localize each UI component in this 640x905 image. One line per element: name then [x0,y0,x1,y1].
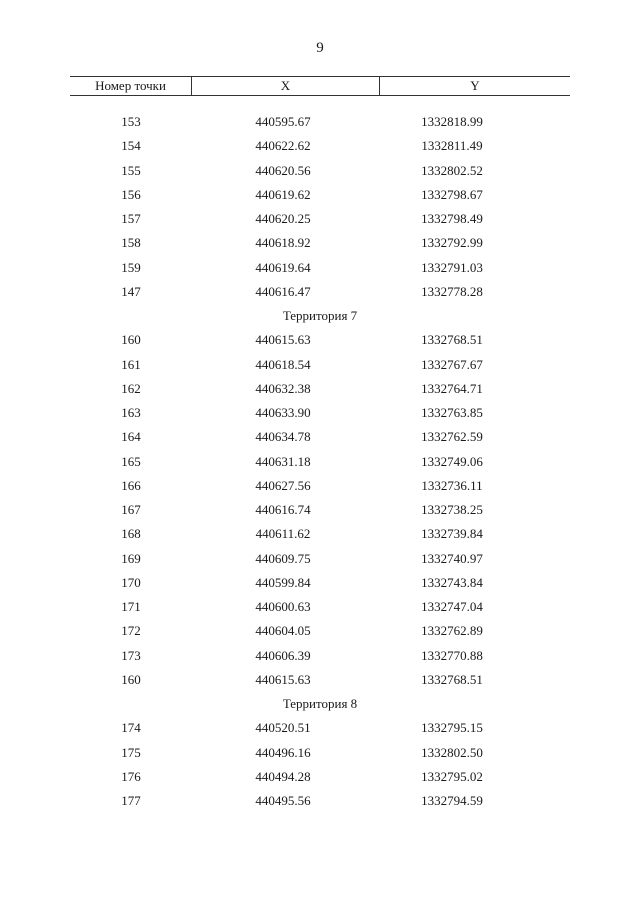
point-number-cell: 165 [121,453,141,469]
y-cell: 1332811.49 [421,138,483,154]
y-cell: 1332736.11 [421,477,483,493]
point-number-cell: 162 [121,380,141,396]
table-row [0,425,640,449]
point-number-cell: 172 [121,623,141,639]
y-cell: 1332739.84 [421,526,483,542]
y-cell: 1332749.06 [421,453,483,469]
point-number-cell: 156 [121,186,141,202]
x-cell: 440627.56 [255,477,311,493]
x-cell: 440616.74 [255,502,311,517]
point-number-cell: 153 [121,114,141,129]
point-number-cell: 170 [121,574,141,590]
table-row [0,183,640,207]
point-number-cell: 159 [121,259,141,275]
y-cell: 1332818.99 [421,114,483,129]
x-cell: 440611.62 [255,526,311,542]
table-header [70,76,570,96]
y-cell: 1332768.51 [421,671,483,687]
y-cell: 1332798.67 [421,186,483,202]
table-body [0,110,640,813]
point-number-cell: 158 [121,235,141,251]
point-number-cell: 147 [121,283,141,299]
point-number-cell: 173 [121,647,141,663]
y-cell: 1332798.49 [421,211,483,226]
x-cell: 440622.62 [255,138,311,154]
x-cell: 440520.51 [255,720,311,736]
point-number-cell: 160 [121,671,141,687]
x-cell: 440634.78 [255,429,311,445]
x-cell: 440600.63 [255,599,311,614]
header-point-number: Номер точки [70,77,192,95]
header-x: X [192,77,380,95]
y-cell: 1332768.51 [421,332,483,348]
point-number-cell: 177 [121,793,141,808]
header-y: Y [470,78,480,93]
y-cell: 1332743.84 [421,574,483,590]
y-cell: 1332802.52 [421,162,483,178]
y-cell: 1332795.15 [421,720,483,736]
y-cell: 1332791.03 [421,259,483,275]
table-row [0,377,640,401]
y-cell: 1332762.89 [421,623,483,639]
table-row [0,256,640,280]
table-row [0,595,640,619]
point-number-cell: 163 [121,405,141,420]
x-cell: 440496.16 [255,744,311,760]
point-number-cell: 155 [121,162,141,178]
point-number-cell: 161 [121,356,141,372]
point-number-cell: 167 [121,502,141,517]
table-row [0,207,640,231]
x-cell: 440631.18 [255,453,311,469]
table-row [0,741,640,765]
y-cell: 1332770.88 [421,647,483,663]
y-cell: 1332740.97 [421,550,483,566]
y-cell: 1332802.50 [421,744,483,760]
table-row [0,450,640,474]
x-cell: 440619.62 [255,186,311,202]
table-row [0,134,640,158]
table-row [0,401,640,425]
x-cell: 440618.92 [255,235,311,251]
x-cell: 440615.63 [255,332,311,348]
x-cell: 440620.56 [255,162,311,178]
point-number-cell: 176 [121,768,141,784]
x-cell: 440633.90 [255,405,311,420]
point-number-cell: 157 [121,211,141,226]
point-number-cell: 168 [121,526,141,542]
y-cell: 1332795.02 [421,768,483,784]
y-cell: 1332738.25 [421,502,483,517]
y-cell: 1332747.04 [421,599,483,614]
x-cell: 440632.38 [255,380,311,396]
table-row [0,668,640,692]
table-row [0,353,640,377]
table-row [0,716,640,740]
point-number-cell: 160 [121,332,141,348]
section-title: Территория 7 [282,308,358,323]
table-row [0,110,640,134]
point-number-cell: 169 [121,550,141,566]
x-cell: 440494.28 [255,768,311,784]
x-cell: 440618.54 [255,356,311,372]
point-number-cell: 166 [121,477,141,493]
table-row [0,522,640,546]
x-cell: 440606.39 [255,647,311,663]
table-row [0,765,640,789]
page-number: 9 [316,40,324,56]
table-row [0,644,640,668]
table-row [0,619,640,643]
table-row [0,280,640,304]
x-cell: 440495.56 [255,793,311,808]
point-number-cell: 171 [121,599,141,614]
table-row [0,571,640,595]
y-cell: 1332764.71 [421,380,483,396]
x-cell: 440615.63 [255,671,311,687]
section-title: Территория 8 [282,696,358,711]
y-cell: 1332762.59 [421,429,483,445]
x-cell: 440619.64 [255,259,311,275]
table-row [0,547,640,571]
y-cell: 1332794.59 [421,793,483,808]
y-cell: 1332767.67 [421,356,483,372]
table-row [0,474,640,498]
table-row [0,231,640,255]
y-cell: 1332763.85 [421,405,483,420]
point-number-cell: 154 [121,138,141,154]
point-number-cell: 175 [121,744,141,760]
x-cell: 440595.67 [255,114,311,129]
x-cell: 440604.05 [255,623,311,639]
x-cell: 440599.84 [255,574,311,590]
x-cell: 440616.47 [255,283,311,299]
x-cell: 440609.75 [255,550,311,566]
table-row [0,159,640,183]
table-row [0,789,640,813]
point-number-cell: 164 [121,429,141,445]
y-cell: 1332778.28 [421,283,483,299]
x-cell: 440620.25 [255,211,311,226]
y-cell: 1332792.99 [421,235,483,251]
point-number-cell: 174 [121,720,141,736]
table-row [0,328,640,352]
table-row [0,498,640,522]
